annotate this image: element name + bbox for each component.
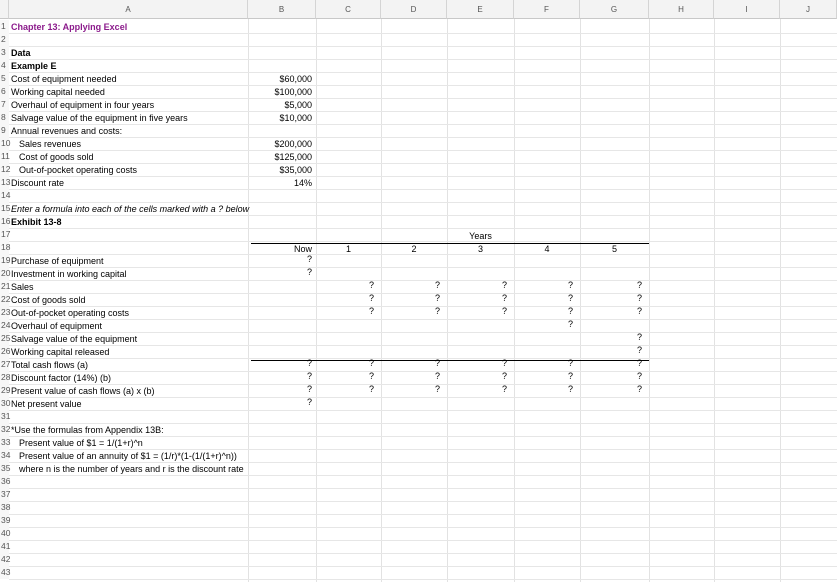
row-header[interactable]: 27 <box>1 359 11 369</box>
grid-line <box>9 46 837 47</box>
formula-cell-d23[interactable]: ? <box>434 306 440 316</box>
grid-line <box>9 527 837 528</box>
note-where[interactable]: where n is the number of years and r is the discount rate <box>19 464 244 474</box>
column-header-c[interactable]: C <box>316 0 381 19</box>
row-header[interactable]: 6 <box>0 85 9 98</box>
formula-cell-g25[interactable]: ? <box>636 332 642 342</box>
label-working-capital[interactable]: Working capital needed <box>11 87 105 97</box>
label-out-of-pocket[interactable]: Out-of-pocket operating costs <box>19 165 138 175</box>
header-now[interactable]: Now <box>293 244 312 254</box>
formula-cell-e22[interactable]: ? <box>501 293 507 303</box>
label-sales[interactable]: Sales <box>11 282 34 292</box>
row-header[interactable]: 10 <box>1 138 11 148</box>
label-cogs-row[interactable]: Cost of goods sold <box>11 295 86 305</box>
formula-cell-c27[interactable]: ? <box>368 358 374 368</box>
row-header[interactable]: 42 <box>1 554 11 564</box>
header-year-5[interactable]: 5 <box>611 244 617 254</box>
grid-line <box>9 59 837 60</box>
row-header[interactable]: 24 <box>1 320 11 330</box>
row-header[interactable]: 14 <box>1 190 11 200</box>
row-header[interactable]: 30 <box>1 398 11 408</box>
formula-cell-d21[interactable]: ? <box>434 280 440 290</box>
label-overhaul-row[interactable]: Overhaul of equipment <box>11 321 103 331</box>
row-header[interactable]: 22 <box>1 294 11 304</box>
formula-cell-b27[interactable]: ? <box>306 358 312 368</box>
column-header-a[interactable]: A <box>9 0 248 19</box>
formula-cell-d28[interactable]: ? <box>434 371 440 381</box>
grid-line <box>9 319 837 320</box>
column-header-i[interactable]: I <box>714 0 780 19</box>
grid-line <box>9 267 837 268</box>
label-discount-rate[interactable]: Discount rate <box>11 178 65 188</box>
row-header[interactable]: 16 <box>1 216 11 226</box>
formula-cell-e27[interactable]: ? <box>501 358 507 368</box>
row-header[interactable]: 9 <box>0 124 9 137</box>
header-year-3[interactable]: 3 <box>477 244 483 254</box>
column-header-f[interactable]: F <box>514 0 580 19</box>
row-header[interactable]: 21 <box>1 281 11 291</box>
grid-line <box>9 488 837 489</box>
select-all-corner[interactable] <box>0 0 9 19</box>
row-header[interactable]: 29 <box>1 385 11 395</box>
formula-cell-f29[interactable]: ? <box>567 384 573 394</box>
row-header[interactable]: 1 <box>0 20 9 33</box>
row-header[interactable]: 38 <box>1 502 11 512</box>
value-sales-revenues[interactable]: $200,000 <box>274 139 312 149</box>
row-header[interactable]: 7 <box>0 98 9 111</box>
row-header[interactable]: 35 <box>1 463 11 473</box>
label-working-capital-released[interactable]: Working capital released <box>11 347 110 357</box>
row-header[interactable]: 40 <box>1 528 11 538</box>
row-header[interactable]: 5 <box>0 72 9 85</box>
label-purchase-equipment[interactable]: Purchase of equipment <box>11 256 104 266</box>
grid-line <box>9 501 837 502</box>
column-header-b[interactable]: B <box>248 0 316 19</box>
formula-cell-e23[interactable]: ? <box>501 306 507 316</box>
row-header[interactable]: 18 <box>1 242 11 252</box>
instructions[interactable]: Enter a formula into each of the cells marked with a ? below <box>11 204 250 214</box>
grid-line <box>9 579 837 580</box>
column-header-g[interactable]: G <box>580 0 649 19</box>
grid-line <box>9 228 837 229</box>
value-salvage[interactable]: $10,000 <box>279 113 312 123</box>
row-header[interactable]: 33 <box>1 437 11 447</box>
grid-line <box>9 540 837 541</box>
note-pv-annuity[interactable]: Present value of an annuity of $1 = (1/r)*(1-(1/(1+r)^n)) <box>19 451 237 461</box>
row-header[interactable]: 25 <box>1 333 11 343</box>
grid-line <box>9 33 837 34</box>
formula-cell-b28[interactable]: ? <box>306 371 312 381</box>
formula-cell-g23[interactable]: ? <box>636 306 642 316</box>
formula-cell-b30[interactable]: ? <box>306 397 312 407</box>
row-header[interactable]: 13 <box>1 177 11 187</box>
formula-cell-g27[interactable]: ? <box>636 358 642 368</box>
row-header[interactable]: 3 <box>0 46 9 59</box>
label-salvage-row[interactable]: Salvage value of the equipment <box>11 334 138 344</box>
grid-line <box>9 410 837 411</box>
formula-cell-f27[interactable]: ? <box>567 358 573 368</box>
formula-cell-b29[interactable]: ? <box>306 384 312 394</box>
header-year-2[interactable]: 2 <box>411 244 417 254</box>
row-header[interactable]: 34 <box>1 450 11 460</box>
row-header[interactable]: 19 <box>1 255 11 265</box>
grid-line <box>9 241 837 242</box>
row-header[interactable]: 41 <box>1 541 11 551</box>
grid-line <box>9 189 837 190</box>
label-salvage-value[interactable]: Salvage value of the equipment in five years <box>11 113 188 123</box>
value-overhaul[interactable]: $5,000 <box>284 100 312 110</box>
years-header[interactable]: Years <box>469 231 492 241</box>
formula-cell-c29[interactable]: ? <box>368 384 374 394</box>
note-pv-of-1[interactable]: Present value of $1 = 1/(1+r)^n <box>19 438 143 448</box>
label-present-value[interactable]: Present value of cash flows (a) x (b) <box>11 386 155 396</box>
formula-cell-g28[interactable]: ? <box>636 371 642 381</box>
data-heading[interactable]: Data <box>11 48 31 58</box>
value-working-capital[interactable]: $100,000 <box>274 87 312 97</box>
formula-cell-e29[interactable]: ? <box>501 384 507 394</box>
row-header[interactable]: 39 <box>1 515 11 525</box>
label-investment-working-capital[interactable]: Investment in working capital <box>11 269 127 279</box>
formula-cell-c23[interactable]: ? <box>368 306 374 316</box>
formula-cell-d29[interactable]: ? <box>434 384 440 394</box>
formula-cell-f28[interactable]: ? <box>567 371 573 381</box>
value-cogs[interactable]: $125,000 <box>274 152 312 162</box>
formula-cell-d22[interactable]: ? <box>434 293 440 303</box>
row-header[interactable]: 17 <box>1 229 11 239</box>
label-total-cash-flows[interactable]: Total cash flows (a) <box>11 360 89 370</box>
column-header-j[interactable]: J <box>780 0 837 19</box>
grid-line <box>649 19 650 582</box>
row-header[interactable]: 43 <box>1 567 11 577</box>
row-header[interactable]: 32 <box>1 424 11 434</box>
label-npv[interactable]: Net present value <box>11 399 82 409</box>
formula-cell-e21[interactable]: ? <box>501 280 507 290</box>
formula-cell-f24[interactable]: ? <box>567 319 573 329</box>
value-cost-of-equipment[interactable]: $60,000 <box>279 74 312 84</box>
formula-cell-e28[interactable]: ? <box>501 371 507 381</box>
grid-line <box>9 137 837 138</box>
row-header[interactable]: 15 <box>1 203 11 213</box>
label-overhaul[interactable]: Overhaul of equipment in four years <box>11 100 155 110</box>
formula-cell-d27[interactable]: ? <box>434 358 440 368</box>
row-header[interactable]: 37 <box>1 489 11 499</box>
formula-cell-f22[interactable]: ? <box>567 293 573 303</box>
grid-line <box>714 19 715 582</box>
note-formulas[interactable]: *Use the formulas from Appendix 13B: <box>11 425 164 435</box>
example-heading[interactable]: Example E <box>11 61 57 71</box>
label-discount-factor[interactable]: Discount factor (14%) (b) <box>11 373 112 383</box>
grid-line <box>9 566 837 567</box>
grid-line <box>9 553 837 554</box>
formula-cell-g21[interactable]: ? <box>636 280 642 290</box>
header-year-4[interactable]: 4 <box>544 244 550 254</box>
formula-cell-g22[interactable]: ? <box>636 293 642 303</box>
label-oop-row[interactable]: Out-of-pocket operating costs <box>11 308 130 318</box>
grid-line <box>9 85 837 86</box>
row-header[interactable]: 31 <box>1 411 11 421</box>
formula-cell-g26[interactable]: ? <box>636 345 642 355</box>
column-header-e[interactable]: E <box>447 0 514 19</box>
formula-cell-c21[interactable]: ? <box>368 280 374 290</box>
grid-line <box>780 19 781 582</box>
label-annual-revenues[interactable]: Annual revenues and costs: <box>11 126 123 136</box>
row-header[interactable]: 8 <box>0 111 9 124</box>
column-header-h[interactable]: H <box>649 0 714 19</box>
row-header[interactable]: 4 <box>0 59 9 72</box>
row-header[interactable]: 20 <box>1 268 11 278</box>
formula-cell-f21[interactable]: ? <box>567 280 573 290</box>
row-header[interactable]: 36 <box>1 476 11 486</box>
grid-line <box>9 150 837 151</box>
row-header[interactable]: 12 <box>1 164 11 174</box>
row-header[interactable]: 28 <box>1 372 11 382</box>
label-cost-of-equipment[interactable]: Cost of equipment needed <box>11 74 117 84</box>
value-discount-rate[interactable]: 14% <box>293 178 312 188</box>
formula-cell-c22[interactable]: ? <box>368 293 374 303</box>
chapter-title[interactable]: Chapter 13: Applying Excel <box>11 22 128 32</box>
formula-cell-f23[interactable]: ? <box>567 306 573 316</box>
row-header[interactable]: 23 <box>1 307 11 317</box>
row-header[interactable]: 26 <box>1 346 11 356</box>
exhibit-heading[interactable]: Exhibit 13-8 <box>11 217 62 227</box>
header-year-1[interactable]: 1 <box>345 244 351 254</box>
row-header[interactable]: 11 <box>1 151 10 161</box>
grid-line <box>9 72 837 73</box>
column-header-d[interactable]: D <box>381 0 447 19</box>
formula-cell-g29[interactable]: ? <box>636 384 642 394</box>
grid-line <box>9 514 837 515</box>
value-oop[interactable]: $35,000 <box>279 165 312 175</box>
formula-cell-b20[interactable]: ? <box>306 267 312 277</box>
formula-cell-c28[interactable]: ? <box>368 371 374 381</box>
label-sales-revenues[interactable]: Sales revenues <box>19 139 82 149</box>
label-cost-of-goods-sold[interactable]: Cost of goods sold <box>19 152 94 162</box>
formula-cell-b19[interactable]: ? <box>306 254 312 264</box>
row-header[interactable]: 2 <box>0 33 9 46</box>
